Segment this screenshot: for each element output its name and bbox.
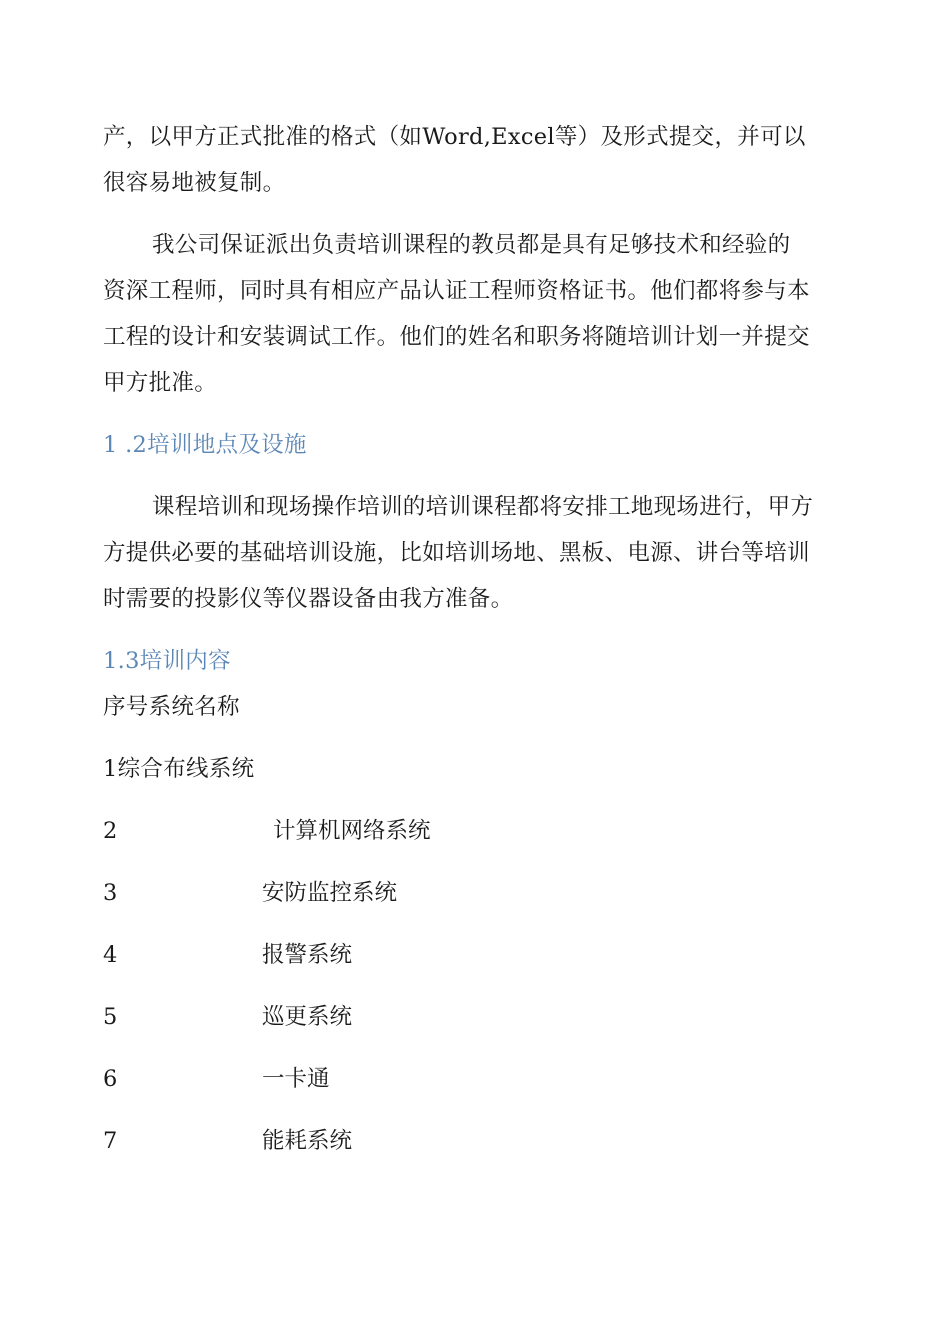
section-heading: 1.3培训内容 [103,648,231,674]
table-row: 1综合布线系统 [103,756,255,782]
paragraph-line: 我公司保证派出负责培训课程的教员都是具有足够技术和经验的 [152,232,791,258]
row-number: 4 [103,942,118,968]
row-system-name: 巡更系统 [262,1004,353,1030]
paragraph-line: 产，以甲方正式批准的格式（如Word,Excel等）及形式提交，并可以 [103,124,806,150]
paragraph-line: 资深工程师，同时具有相应产品认证工程师资格证书。他们都将参与本 [103,278,810,304]
row-system-name: 能耗系统 [262,1128,353,1154]
row-number: 3 [103,880,118,906]
row-number: 6 [103,1066,118,1092]
row-system-name: 安防监控系统 [262,880,398,906]
row-number: 5 [103,1004,118,1030]
table-header: 序号系统名称 [103,694,240,720]
paragraph-line: 时需要的投影仪等仪器设备由我方准备。 [103,586,514,612]
row-system-name: 一卡通 [262,1066,330,1092]
paragraph-line: 甲方批准。 [103,370,218,396]
paragraph-line: 很容易地被复制。 [103,170,286,196]
row-system-name: 计算机网络系统 [273,818,431,844]
section-heading: 1 .2培训地点及设施 [103,432,307,458]
paragraph-line: 方提供必要的基础培训设施，比如培训场地、黑板、电源、讲台等培训 [103,540,810,566]
paragraph-line: 工程的设计和安装调试工作。他们的姓名和职务将随培训计划一并提交 [103,324,810,350]
row-number: 2 [103,818,118,844]
paragraph-line: 课程培训和现场操作培训的培训课程都将安排工地现场进行，甲方 [152,494,814,520]
row-system-name: 报警系统 [262,942,353,968]
row-number: 7 [103,1128,118,1154]
